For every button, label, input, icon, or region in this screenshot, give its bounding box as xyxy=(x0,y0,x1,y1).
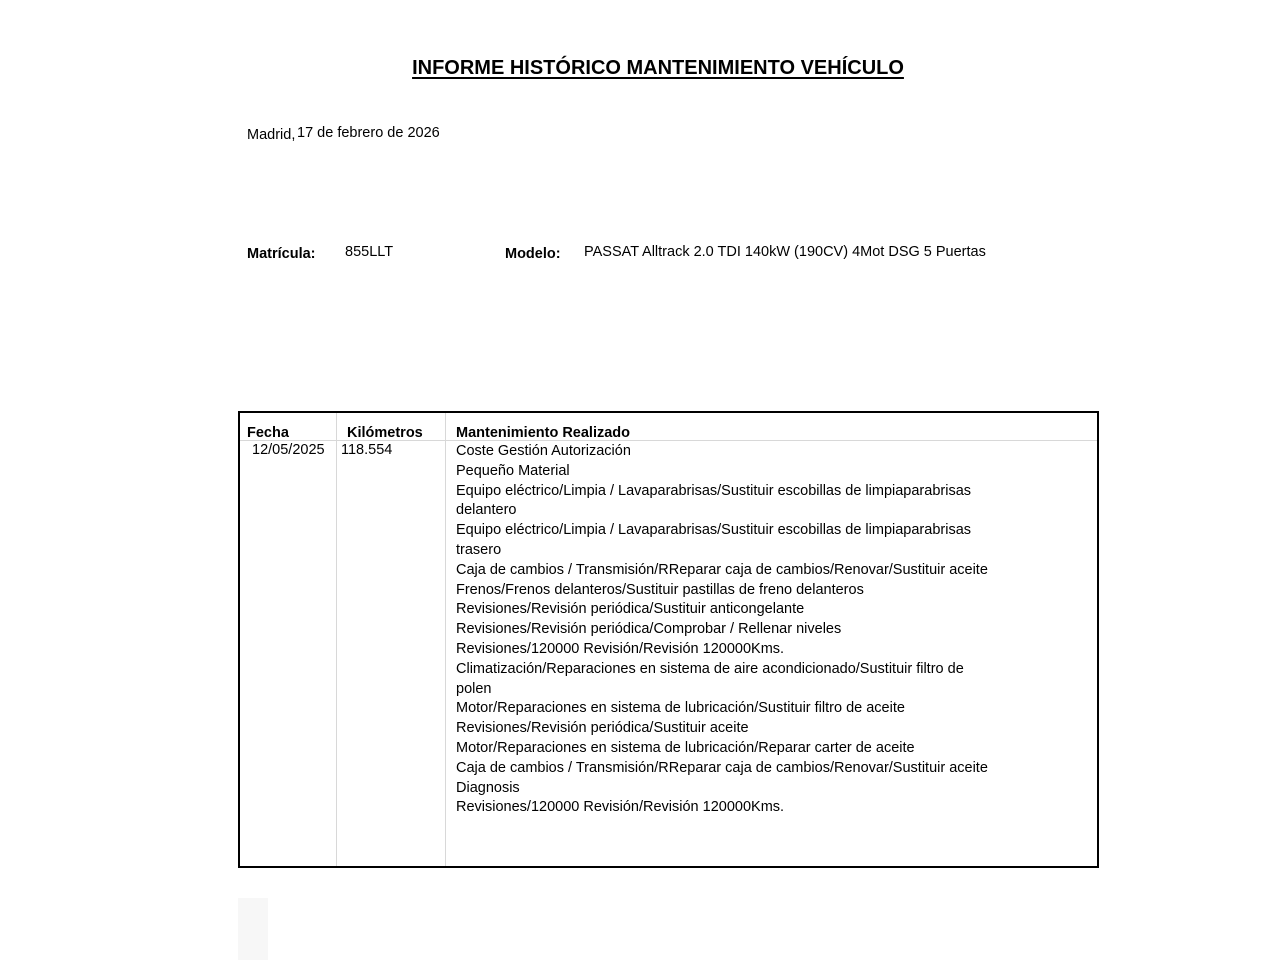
column-divider xyxy=(445,413,446,866)
maintenance-item: Diagnosis xyxy=(456,779,520,796)
maintenance-item: Revisiones/Revisión periódica/Comprobar / Rellenar niveles xyxy=(456,621,842,638)
maintenance-item: Caja de cambios / Transmisión/RReparar caja de cambios/Renovar/Sustituir aceite xyxy=(456,561,988,578)
maintenance-item: Frenos/Frenos delanteros/Sustituir pastillas de freno delanteros xyxy=(456,581,864,598)
row-km: 118.554 xyxy=(341,442,393,458)
model-label: Modelo: xyxy=(505,246,561,262)
maintenance-item: Coste Gestión Autorización xyxy=(456,443,631,459)
maintenance-table xyxy=(238,411,1099,868)
plate-value: 855LLT xyxy=(345,244,394,260)
header-date: Fecha xyxy=(247,425,289,441)
column-divider xyxy=(336,413,337,866)
maintenance-item: Revisiones/120000 Revisión/Revisión 120000Kms. xyxy=(456,799,785,816)
maintenance-items-list xyxy=(456,442,991,818)
header-km: Kilómetros xyxy=(347,425,423,441)
report-title: INFORME HISTÓRICO MANTENIMIENTO VEHÍCULO xyxy=(412,57,904,79)
maintenance-item: Revisiones/120000 Revisión/Revisión 120000Kms. xyxy=(456,640,785,657)
plate-label: Matrícula: xyxy=(247,246,316,262)
report-place: Madrid, xyxy=(247,127,296,143)
maintenance-item: Caja de cambios / Transmisión/RReparar caja de cambios/Renovar/Sustituir aceite xyxy=(456,759,988,776)
maintenance-item: Equipo eléctrico/Limpia / Lavaparabrisas/Sustituir escobillas de limpiaparabrisas delantero xyxy=(456,482,972,519)
maintenance-item: Pequeño Material xyxy=(456,462,570,479)
maintenance-item: Climatización/Reparaciones en sistema de aire acondicionado/Sustituir filtro de polen xyxy=(456,660,964,697)
next-page-edge xyxy=(238,898,268,960)
maintenance-item: Equipo eléctrico/Limpia / Lavaparabrisas/Sustituir escobillas de limpiaparabrisas trasero xyxy=(456,522,972,558)
report-date: 17 de febrero de 2026 xyxy=(297,125,440,141)
maintenance-item: Revisiones/Revisión periódica/Sustituir aceite xyxy=(456,720,749,737)
maintenance-item: Revisiones/Revisión periódica/Sustituir anticongelante xyxy=(456,601,805,618)
model-value: PASSAT Alltrack 2.0 TDI 140kW (190CV) 4Mot DSG 5 Puertas xyxy=(584,244,986,260)
maintenance-item: Motor/Reparaciones en sistema de lubricación/Reparar carter de aceite xyxy=(456,739,915,756)
header-work: Mantenimiento Realizado xyxy=(456,425,631,441)
maintenance-item: Motor/Reparaciones en sistema de lubricación/Sustituir filtro de aceite xyxy=(456,700,905,717)
row-date: 12/05/2025 xyxy=(252,442,325,458)
